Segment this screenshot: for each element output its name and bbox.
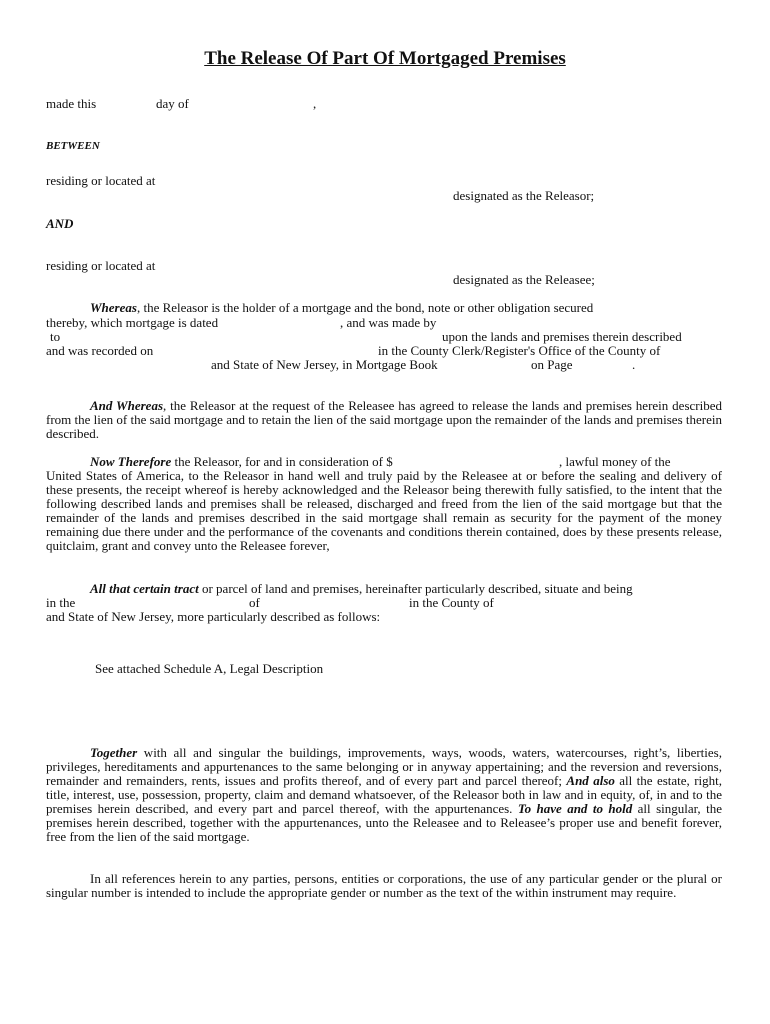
whereas-recorded-label: and was recorded on	[46, 343, 154, 358]
releasor-residing-label: residing or located at	[46, 173, 156, 188]
together-text-1: with all and singular the buildings, improvements, ways, woods, waters, watercourses, right’s, liberties, privileges, hereditaments and appurtenances to the same belonging or in anyway appertaining; and the reversion and reversions, remainder and remainders, rents, issues and profits thereof, and of every part and parcel thereof;	[46, 745, 722, 788]
document-title: The Release Of Part Of Mortgaged Premises	[204, 48, 566, 69]
releasee-designation: designated as the Releasee;	[453, 272, 595, 287]
releasee-residing-label: residing or located at	[46, 258, 156, 273]
made-this-label: made this	[46, 96, 97, 111]
whereas-to-label: to	[50, 329, 61, 344]
whereas-line-1-text: , the Releasor is the holder of a mortgage and the bond, note or other obligation secured	[136, 300, 594, 315]
whereas-lead: Whereas	[90, 300, 137, 315]
now-therefore-consideration: the Releasor, for and in consideration of $	[171, 454, 393, 469]
whereas-made-by-label: , and was made by	[340, 315, 437, 330]
tract-lead: All that certain tract	[90, 581, 199, 596]
whereas-line-1	[90, 301, 593, 315]
whereas-period: .	[632, 357, 636, 372]
and-also-lead: And also	[566, 773, 615, 788]
tract-in-the-label: in the	[46, 595, 76, 610]
day-of-label: day of	[156, 96, 189, 111]
whereas-mortgage-book-label: and State of New Jersey, in Mortgage Book	[211, 357, 438, 372]
now-therefore-lead-line	[90, 455, 393, 469]
whereas-county-clerk-label: in the County Clerk/Register's Office of the County of	[378, 343, 661, 358]
whereas-dated-label: thereby, which mortgage is dated	[46, 315, 219, 330]
and-heading: AND	[46, 216, 74, 231]
releasor-designation: designated as the Releasor;	[453, 188, 595, 203]
between-heading: BETWEEN	[46, 140, 100, 152]
tract-line-1	[90, 582, 633, 596]
and-whereas-lead: And Whereas	[90, 398, 163, 413]
whereas-page-label: on Page	[531, 357, 573, 372]
and-whereas-text: , the Releasor at the request of the Releasee has agreed to release the lands and premises herein described from the lien of the said mortgage and to retain the lien of the said mortgage upon the remainder of the lands and premises therein described.	[46, 398, 722, 441]
tract-line-1-text: or parcel of land and premises, hereinafter particularly described, situate and being	[198, 581, 633, 596]
tract-state-line: and State of New Jersey, more particularly described as follows:	[46, 609, 381, 624]
now-therefore-lawful-money: , lawful money of the	[559, 454, 671, 469]
schedule-a-reference: See attached Schedule A, Legal Description	[95, 661, 324, 676]
references-text: In all references herein to any parties, persons, entities or corporations, the use of any particular gender or the plural or singular number is intended to include the appropriate gender or number as the text of the within instrument may require.	[46, 871, 722, 900]
date-comma: ,	[313, 96, 317, 111]
together-text-3: all singular, the premises herein described, together with the appurtenances, unto the Releasee and to Releasee’s proper use and benefit forever, free from the lien of the said mortgage.	[46, 801, 722, 844]
tract-of-label: of	[249, 595, 260, 610]
to-have-and-hold-lead: To have and to hold	[517, 801, 633, 816]
now-therefore-lead: Now Therefore	[90, 454, 172, 469]
references-paragraph	[46, 872, 722, 900]
together-paragraph	[46, 746, 722, 844]
and-whereas-paragraph	[46, 399, 722, 441]
tract-county-label: in the County of	[409, 595, 494, 610]
together-lead: Together	[90, 745, 138, 760]
together-text-2: all the estate, right, title, interest, use, possession, property, claim and demand whatsoever, of the Releasor both in law and in equity, of, in and to the premises herein described, and every part and parcel thereof, with the appurtenances.	[46, 773, 723, 816]
whereas-upon-lands-label: upon the lands and premises therein described	[442, 329, 682, 344]
now-therefore-paragraph: United States of America, to the Releasor in hand well and truly paid by the Releasee at or before the sealing and delivery of these presents, the receipt whereof is hereby acknowledged and the Releasor being therewith fully satisfied, to the intent that the following described lands and premises shall be released, discharged and freed from the lien of the said mortgage but that the remainder of the lands and premises described in the said mortgage shall remain as security for the payment of the money remaining due there under and the performance of the covenants and conditions therein contained, does by these presents release, quitclaim, grant and convey unto the Releasee forever,	[46, 468, 722, 553]
